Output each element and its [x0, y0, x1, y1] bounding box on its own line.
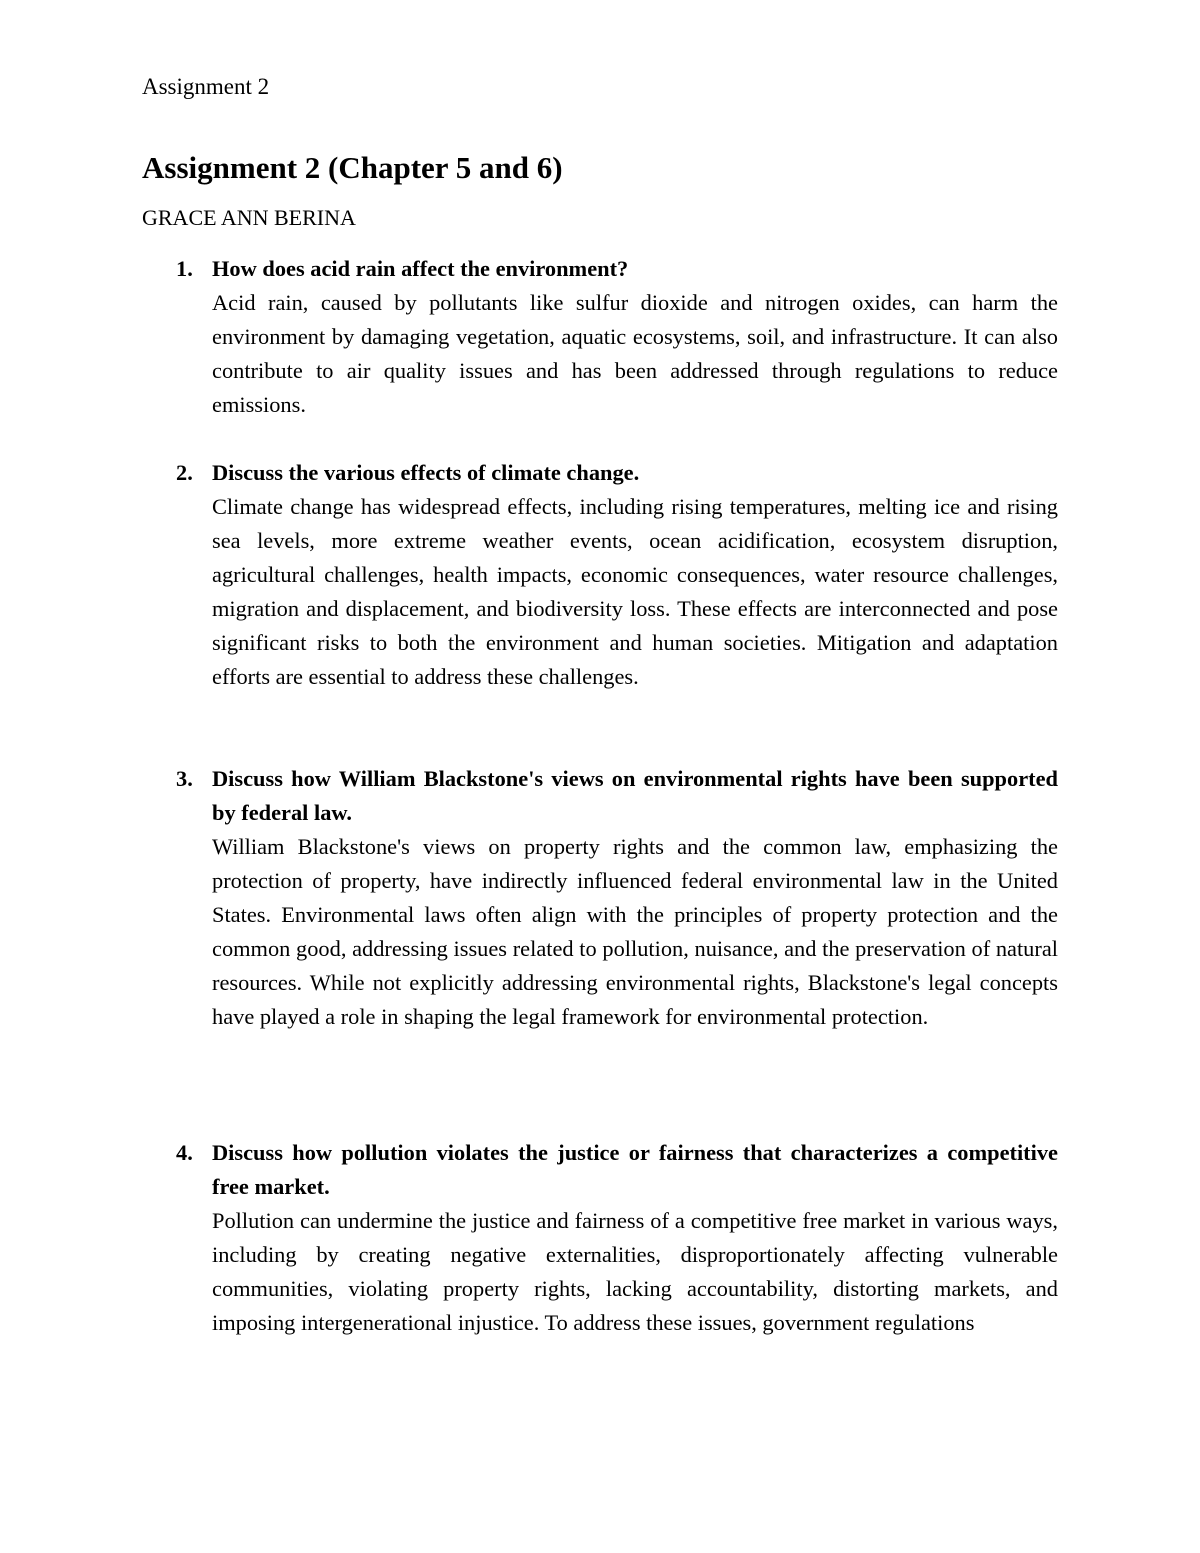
question-text: Discuss the various effects of climate change.	[212, 460, 640, 485]
question-text: How does acid rain affect the environment?	[212, 256, 629, 281]
list-item-question-4	[142, 1136, 1058, 1340]
question-number: 3.	[176, 766, 193, 791]
answer-text: Pollution can undermine the justice and fairness of a competitive free market in various ways, including by creating negative externalities, disproportionately affecting vulnerable communities, violating property rights, lacking accountability, distorting markets, and imposing intergenerational injustice. To address these issues, government regulations	[212, 1208, 1058, 1335]
question-number: 1.	[176, 256, 193, 281]
answer-text: Acid rain, caused by pollutants like sulfur dioxide and nitrogen oxides, can harm the environment by damaging vegetation, aquatic ecosystems, soil, and infrastructure. It can also contribute to air quality issues and has been addressed through regulations to reduce emissions.	[212, 290, 1058, 417]
answer-text: Climate change has widespread effects, including rising temperatures, melting ice and rising sea levels, more extreme weather events, ocean acidification, ecosystem disruption, agricultural challenges, health impacts, economic consequences, water resource challenges, migration and displacement, and biodiversity loss. These effects are interconnected and pose significant risks to both the environment and human societies. Mitigation and adaptation efforts are essential to address these challenges.	[212, 494, 1058, 689]
answer-text: William Blackstone's views on property rights and the common law, emphasizing the protection of property, have indirectly influenced federal environmental law in the United States. Environmental laws often align with the principles of property protection and the common good, addressing issues related to pollution, nuisance, and the preservation of natural resources. While not explicitly addressing environmental rights, Blackstone's legal concepts have played a role in shaping the legal framework for environmental protection.	[212, 834, 1058, 1029]
question-number: 4.	[176, 1140, 193, 1165]
page-header: Assignment 2	[142, 74, 270, 99]
document-title: Assignment 2 (Chapter 5 and 6)	[142, 150, 563, 185]
question-text: Discuss how William Blackstone's views on environmental rights have been supported by federal law.	[212, 766, 1058, 825]
list-item-question-3	[142, 762, 1058, 1034]
list-item-question-2	[142, 456, 1058, 694]
list-item-question-1	[142, 252, 1058, 422]
author-name: GRACE ANN BERINA	[142, 205, 356, 230]
question-number: 2.	[176, 460, 193, 485]
question-text: Discuss how pollution violates the justice or fairness that characterizes a competitive free market.	[212, 1140, 1058, 1199]
